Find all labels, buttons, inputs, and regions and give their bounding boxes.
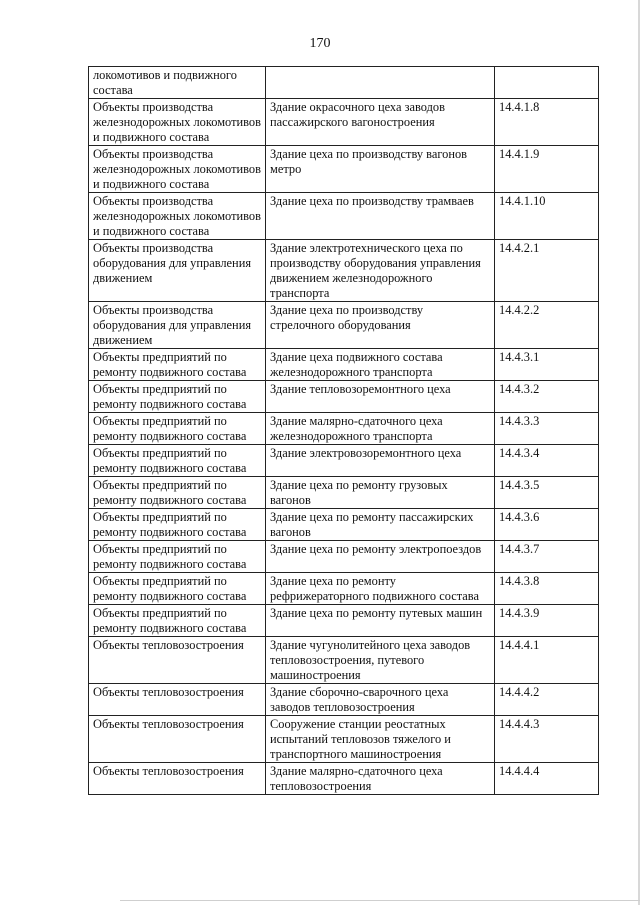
building-cell: Здание цеха по ремонту рефрижераторного подвижного состава [266, 573, 495, 605]
building-cell: Здание тепловозоремонтного цеха [266, 381, 495, 413]
object-type-cell: Объекты предприятий по ремонту подвижного состава [89, 381, 266, 413]
building-cell: Здание малярно-сдаточного цеха тепловозостроения [266, 763, 495, 795]
table-row [89, 349, 599, 381]
object-type-cell: Объекты предприятий по ремонту подвижного состава [89, 573, 266, 605]
table-row [89, 763, 599, 795]
table-row [89, 99, 599, 146]
code-cell: 14.4.3.2 [495, 381, 599, 413]
table-row [89, 193, 599, 240]
object-type-cell: Объекты предприятий по ремонту подвижного состава [89, 413, 266, 445]
object-type-cell: Объекты предприятий по ремонту подвижного состава [89, 605, 266, 637]
object-type-cell: Объекты предприятий по ремонту подвижного состава [89, 509, 266, 541]
object-type-cell: Объекты тепловозостроения [89, 637, 266, 684]
building-cell: Здание окрасочного цеха заводов пассажирского вагоностроения [266, 99, 495, 146]
object-type-cell: Объекты производства оборудования для управления движением [89, 302, 266, 349]
building-cell: Здание чугунолитейного цеха заводов тепловозостроения, путевого машиностроения [266, 637, 495, 684]
building-cell: Здание сборочно-сварочного цеха заводов тепловозостроения [266, 684, 495, 716]
code-cell: 14.4.3.4 [495, 445, 599, 477]
code-cell: 14.4.3.8 [495, 573, 599, 605]
code-cell: 14.4.4.4 [495, 763, 599, 795]
object-type-cell: Объекты производства железнодорожных локомотивов и подвижного состава [89, 146, 266, 193]
object-type-cell: Объекты предприятий по ремонту подвижного состава [89, 445, 266, 477]
table-row [89, 445, 599, 477]
table-row [89, 541, 599, 573]
object-type-cell: Объекты производства железнодорожных локомотивов и подвижного состава [89, 193, 266, 240]
table-row [89, 302, 599, 349]
table-row [89, 716, 599, 763]
object-type-cell: Объекты предприятий по ремонту подвижного состава [89, 349, 266, 381]
building-cell: Здание цеха по производству стрелочного оборудования [266, 302, 495, 349]
table-row [89, 684, 599, 716]
code-cell: 14.4.4.2 [495, 684, 599, 716]
table-row [89, 240, 599, 302]
object-type-cell: Объекты тепловозостроения [89, 763, 266, 795]
objects-table [88, 66, 599, 795]
code-cell: 14.4.3.5 [495, 477, 599, 509]
object-type-cell: Объекты тепловозостроения [89, 716, 266, 763]
code-cell: 14.4.3.9 [495, 605, 599, 637]
building-cell: Здание цеха подвижного состава железнодорожного транспорта [266, 349, 495, 381]
object-type-cell: Объекты предприятий по ремонту подвижного состава [89, 477, 266, 509]
building-cell [266, 67, 495, 99]
code-cell [495, 67, 599, 99]
building-cell: Сооружение станции реостатных испытаний тепловозов тяжелого и транспортного машиностроения [266, 716, 495, 763]
building-cell: Здание малярно-сдаточного цеха железнодорожного транспорта [266, 413, 495, 445]
table-body [89, 67, 599, 795]
building-cell: Здание цеха по ремонту путевых машин [266, 605, 495, 637]
building-cell: Здание цеха по производству трамваев [266, 193, 495, 240]
building-cell: Здание электровозоремонтного цеха [266, 445, 495, 477]
code-cell: 14.4.3.6 [495, 509, 599, 541]
building-cell: Здание электротехнического цеха по производству оборудования управления движением железнодорожного транспорта [266, 240, 495, 302]
code-cell: 14.4.4.1 [495, 637, 599, 684]
object-type-cell: Объекты тепловозостроения [89, 684, 266, 716]
scan-bottom-line [120, 900, 640, 901]
table-row [89, 637, 599, 684]
building-cell: Здание цеха по ремонту грузовых вагонов [266, 477, 495, 509]
code-cell: 14.4.3.1 [495, 349, 599, 381]
table-row [89, 509, 599, 541]
object-type-cell: Объекты производства оборудования для управления движением [89, 240, 266, 302]
object-type-cell: локомотивов и подвижного состава [89, 67, 266, 99]
building-cell: Здание цеха по производству вагонов метро [266, 146, 495, 193]
object-type-cell: Объекты производства железнодорожных локомотивов и подвижного состава [89, 99, 266, 146]
object-type-cell: Объекты предприятий по ремонту подвижного состава [89, 541, 266, 573]
building-cell: Здание цеха по ремонту электропоездов [266, 541, 495, 573]
building-cell: Здание цеха по ремонту пассажирских вагонов [266, 509, 495, 541]
code-cell: 14.4.3.3 [495, 413, 599, 445]
table-row [89, 146, 599, 193]
table-row [89, 605, 599, 637]
page-number: 170 [309, 36, 331, 51]
table-row [89, 67, 599, 99]
code-cell: 14.4.1.9 [495, 146, 599, 193]
table-row [89, 381, 599, 413]
table-row [89, 413, 599, 445]
code-cell: 14.4.1.8 [495, 99, 599, 146]
code-cell: 14.4.2.1 [495, 240, 599, 302]
code-cell: 14.4.4.3 [495, 716, 599, 763]
table-row [89, 477, 599, 509]
table-row [89, 573, 599, 605]
code-cell: 14.4.3.7 [495, 541, 599, 573]
code-cell: 14.4.2.2 [495, 302, 599, 349]
code-cell: 14.4.1.10 [495, 193, 599, 240]
